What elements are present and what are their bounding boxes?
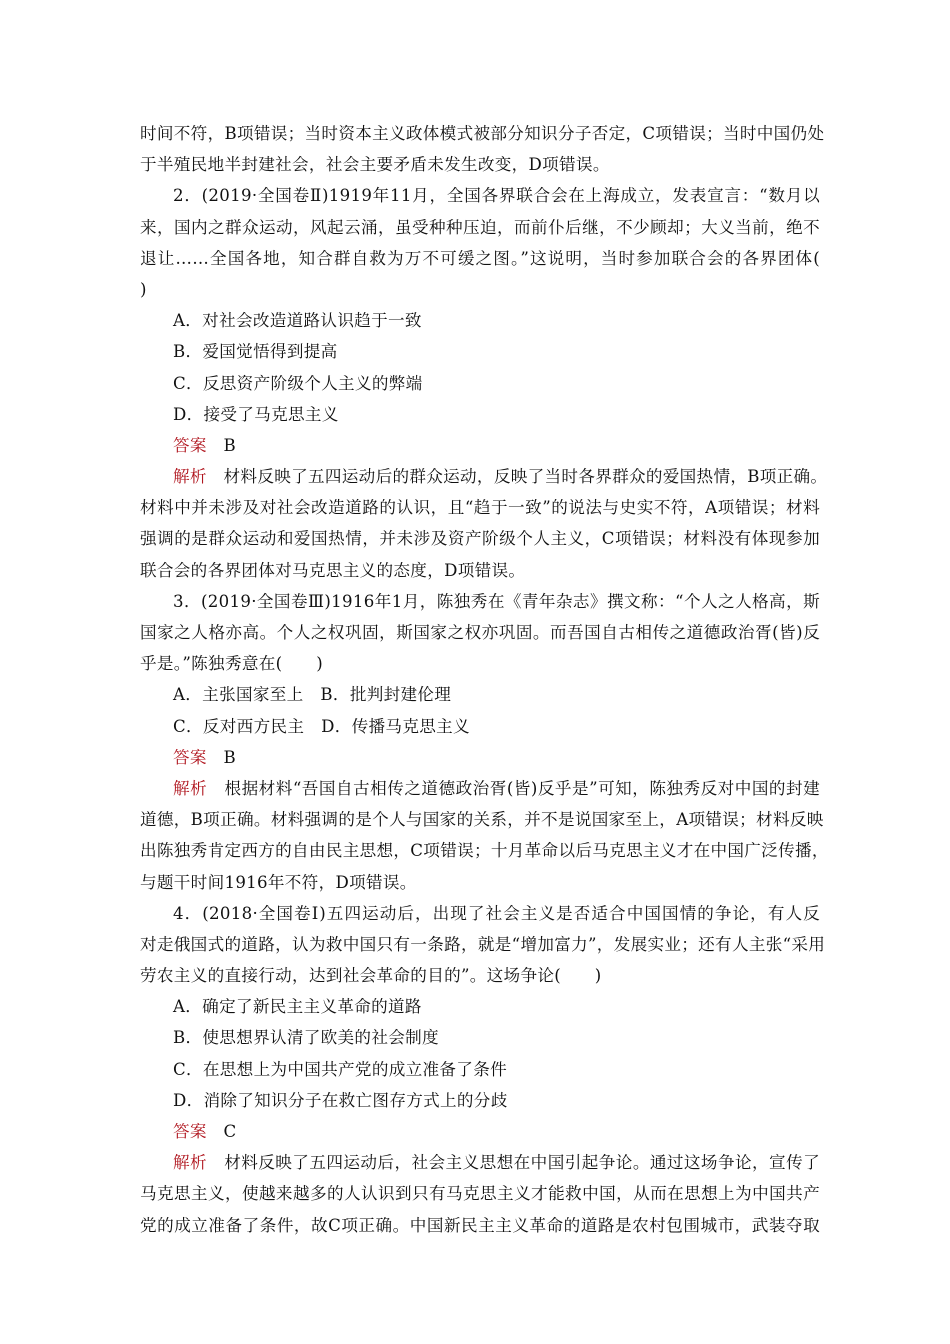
- q2-analysis-line-1: [140, 461, 828, 492]
- q2-option-d: D．接受了马克思主义: [173, 404, 339, 424]
- intro-line-1: 时间不符，B项错误；当时资本主义政体模式被部分知识分子否定，C项错误；当时中国仍处: [140, 124, 825, 143]
- q2-analysis-line-3: 强调的是群众运动和爱国热情，并未涉及资产阶级个人主义，C项错误；材料没有体现参加: [140, 529, 820, 549]
- analysis-label: 解析: [173, 467, 207, 487]
- q4-option-d: D．消除了知识分子在救亡图存方式上的分歧: [173, 1090, 508, 1110]
- q3-options-ab: A．主张国家至上 B．批判封建伦理: [173, 685, 452, 705]
- answer-label: 答案: [173, 1122, 207, 1141]
- q3-answer: [140, 742, 820, 773]
- q4-stem-line-2: 对走俄国式的道路，认为救中国只有一条路，就是“增加富力”，发展实业；还有人主张“采用: [140, 934, 826, 954]
- intro-line-2: 于半殖民地半封建社会，社会主要矛盾未发生改变，D项错误。: [140, 155, 610, 175]
- analysis-label: 解析: [173, 1153, 208, 1173]
- q3-stem-line-2: 国家之人格亦高。个人之权巩固，斯国家之权亦巩固。而吾国自古相传之道德政治胥(皆)反: [140, 623, 820, 642]
- q3-analysis-line-1: [140, 773, 820, 804]
- q2-answer: [140, 430, 820, 461]
- q3-stem-line-1: 3．(2019·全国卷Ⅲ)1916年1月，陈独秀在《青年杂志》撰文称：“个人之人格高，斯: [173, 591, 820, 611]
- q4-analysis-line-3: 党的成立准备了条件，故C项正确。中国新民主主义革命的道路是农村包围城市，武装夺取: [140, 1215, 820, 1235]
- q2-option-b: B．爱国觉悟得到提高: [173, 342, 338, 362]
- analysis-text: 根据材料“吾国自古相传之道德政治胥(皆)反乎是”可知，陈独秀反对中国的封建: [224, 778, 820, 798]
- q4-option-a: A．确定了新民主主义革命的道路: [173, 997, 422, 1017]
- answer-value: B: [223, 435, 237, 455]
- q2-option-a: A．对社会改造道路认识趋于一致: [173, 311, 422, 331]
- answer-label: 答案: [173, 747, 207, 767]
- q2-stem-line-3: 退让……全国各地，知合群自救为万不可缓之图。”这说明，当时参加联合会的各界团体(: [140, 248, 820, 268]
- analysis-text: 材料反映了五四运动后的群众运动，反映了当时各界群众的爱国热情，B项正确。: [223, 467, 828, 487]
- analysis-label: 解析: [173, 778, 208, 798]
- answer-label: 答案: [173, 435, 207, 455]
- q4-option-b: B．使思想界认清了欧美的社会制度: [173, 1028, 439, 1048]
- q3-options-cd: C．反对西方民主 D．传播马克思主义: [173, 716, 470, 736]
- q2-option-c: C．反思资产阶级个人主义的弊端: [173, 373, 423, 393]
- q2-stem-line-1: 2．(2019·全国卷Ⅱ)1919年11月，全国各界联合会在上海成立，发表宣言：“数月以: [173, 186, 820, 206]
- q4-stem-line-3: 劳农主义的直接行动，达到社会革命的目的”。这场争论( ): [140, 966, 602, 986]
- q2-stem-line-2: 来，国内之群众运动，风起云涌，虽受种种压迫，而前仆后继，不少顾却；大义当前，绝不: [140, 217, 820, 237]
- q4-stem-line-1: 4．(2018·全国卷Ⅰ)五四运动后，出现了社会主义是否适合中国国情的争论，有人反: [173, 903, 820, 923]
- q3-analysis-line-2: 道德，B项正确。材料强调的是个人与国家的关系，并不是说国家至上，A项错误；材料反映: [140, 810, 824, 830]
- analysis-text: 材料反映了五四运动后，社会主义思想在中国引起争论。通过这场争论，宣传了: [224, 1153, 820, 1173]
- q3-stem-line-3: 乎是。”陈独秀意在( ): [140, 654, 323, 674]
- q3-analysis-line-3: 出陈独秀肯定西方的自由民主思想，C项错误；十月革命以后马克思主义才在中国广泛传播，: [140, 841, 829, 861]
- answer-value: B: [223, 747, 237, 767]
- q2-stem-line-4: ): [140, 279, 147, 299]
- q3-analysis-line-4: 与题干时间1916年不符，D项错误。: [140, 872, 417, 892]
- q4-analysis-line-2: 马克思主义，使越来越多的人认识到只有马克思主义才能救中国，从而在思想上为中国共产: [140, 1184, 820, 1204]
- q4-option-c: C．在思想上为中国共产党的成立准备了条件: [173, 1059, 507, 1079]
- q2-analysis-line-2: 材料中并未涉及对社会改造道路的认识，且“趋于一致”的说法与史实不符，A项错误；材料: [140, 498, 820, 518]
- q4-analysis-line-1: [140, 1147, 820, 1178]
- document-page: [140, 118, 829, 1241]
- answer-value: C: [223, 1122, 237, 1141]
- q4-answer: [140, 1116, 820, 1147]
- q2-analysis-line-4: 联合会的各界团体对马克思主义的态度，D项错误。: [140, 560, 526, 580]
